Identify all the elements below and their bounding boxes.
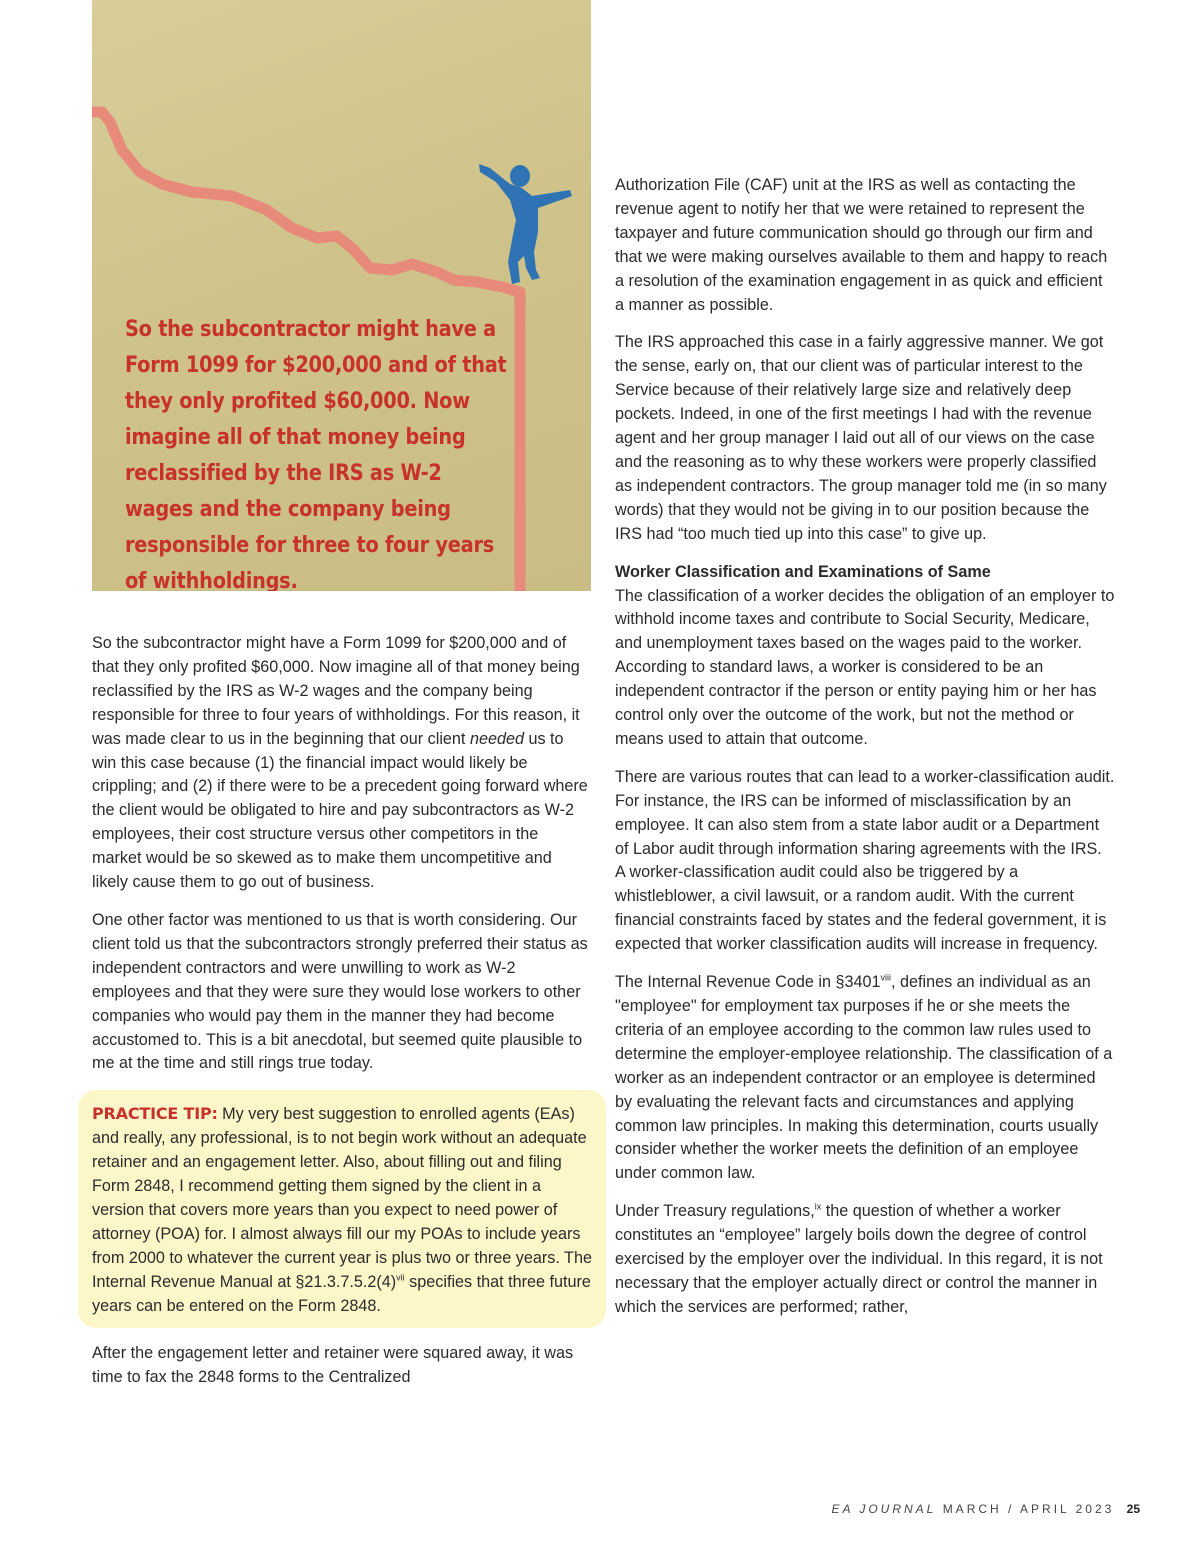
body-paragraph: After the engagement letter and retainer were squared away, it was time to fax the 2848 forms to the Centralized (92, 1344, 574, 1387)
body-paragraph: The Internal Revenue Code in §3401$^{viii}$, defines an individual as an "employee" for employment tax purposes if he or she meets the criteria of an employee according to the common law rules used to determine the employer-employee relationship. The classification of a worker as an independent contractor or an employee is determined by evaluating the relevant facts and circumstances and applying common law principles. In making this determination, courts usually consider whether the worker meets the definition of an employee under common law. (615, 972, 1113, 1183)
illustration (92, 0, 591, 591)
body-paragraph: The IRS approached this case in a fairly aggressive manner. We got the sense, early on, that our client was of particular interest to the Service because of their relatively large size and relatively deep pockets. Indeed, in one of the first meetings I had with the revenue agent and her group manager I laid out all of our views on the case and the reasoning as to why these workers were properly classified as independent contractors. The group manager told me (in so many words) that they would not be giving in to our position because the IRS had “too much tied up into this case” to give up. (615, 333, 1107, 543)
practice-tip-box (78, 1090, 606, 1328)
endnote-ref: vii (396, 1272, 405, 1283)
body-paragraph: So the subcontractor might have a Form 1099 for $200,000 and of that they only profited $60,000. Now imagine all of that money being reclassified by the IRS as W-2 wages and the company being responsible for three to four years of withholdings. For this reason, it was made clear to us in the beginning that our client needed us to win this case because (1) the financial impact would likely be crippling; and (2) if there were to be a precedent going forward where the client would be obligated to hire and pay subcontractors as W-2 employees, their cost structure versus other competitors in the market would be so skewed as to make them uncompetitive and likely cause them to go out of business. (92, 634, 588, 892)
body-paragraph: The classification of a worker decides the obligation of an employer to withhold income taxes and contribute to Social Security, Medicare, and unemployment taxes based on the wages paid to the worker. According to standard laws, a worker is considered to be an independent contractor if the person or entity paying him or her has control only over the outcome of the work, but not the method or means used to attain that outcome. (615, 586, 1115, 748)
balancing-figure (479, 164, 572, 284)
practice-tip-text: PRACTICE TIP: My very best suggestion to enrolled agents (EAs) and really, any professional, is to not begin work without an adequate retainer and an engagement letter. Also, about filling out and filing Form 2848, I recommend getting them signed by the client in a version that covers more years than you expect to need power of attorney (POA) for. I almost always fill our my POAs to include years from 2000 to whatever the current year is plus two or three years. The Internal Revenue Manual at $\S 21.3.7.5.2(4)^{vii}$ specifies that three future years can be entered on the Form 2848. (92, 1104, 592, 1315)
page-number: 25 (1126, 1502, 1140, 1516)
issue-date: MARCH / APRIL 2023 (942, 1502, 1115, 1516)
body-paragraph: Under Treasury regulations,$^{ix}$ the question of whether a worker constitutes an “employee” largely boils down the degree of control exercised by the employer over the individual. In this regard, it is not necessary that the employer actually direct or control the manner in which the services are performed; rather, (615, 1201, 1103, 1316)
section (615, 561, 1115, 752)
body-paragraph: One other factor was mentioned to us that is worth considering. Our client told us that the subcontractors strongly preferred their status as independent contractors and were unwilling to work as W-2 employees and that they were sure they would lose workers to other companies who would pay them in the manner they had become accustomed to. This is a bit anecdotal, but seemed quite plausible to me at the time and still rings true today. (92, 910, 588, 1073)
endnote-ref: ix (814, 1201, 822, 1212)
practice-tip-label: PRACTICE TIP: (92, 1104, 218, 1124)
left-column (92, 632, 592, 1404)
publication-name: EA JOURNAL (831, 1502, 937, 1516)
body-paragraph: There are various routes that can lead to a worker-classification audit. For instance, the IRS can be informed of misclassification by an employee. It can also stem from a state labor audit or a Department of Labor audit through information sharing agreements with the IRS. A worker-classification audit could also be triggered by a whistleblower, a civil lawsuit, or a random audit. With the current financial constraints faced by states and the federal government, it is expected that worker classification audits will increase in frequency. (615, 767, 1115, 954)
right-column (615, 174, 1115, 1334)
page-footer (700, 1502, 1140, 1516)
endnote-ref: viii (880, 972, 891, 983)
section-heading: Worker Classification and Examinations of Same (615, 562, 991, 581)
pull-quote: So the subcontractor might have a Form 1099 for $200,000 and of that they only profited $60,000. Now imagine all of that money being reclassified by the IRS as W-2 wages and the company being responsible for three to four years of withholdings. (125, 317, 507, 591)
body-paragraph: Authorization File (CAF) unit at the IRS as well as contacting the revenue agent to notify her that we were retained to represent the taxpayer and future communication should go through our firm and that we were making ourselves available to them and happy to reach a resolution of the examination engagement in as quick and efficient a manner as possible. (615, 176, 1108, 314)
